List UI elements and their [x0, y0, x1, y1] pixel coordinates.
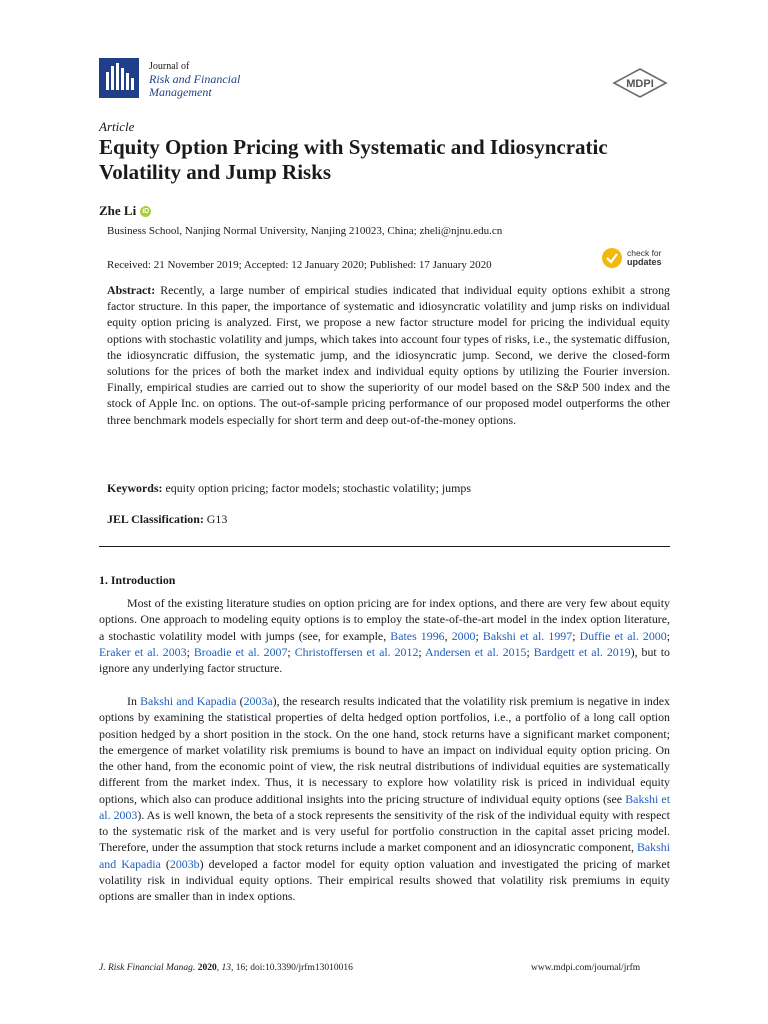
- citation-link[interactable]: Duffie et al. 2000: [579, 628, 667, 643]
- paragraph-2: [99, 693, 670, 904]
- para1-text-2: ), but to ignore any underlying factor structure.: [99, 644, 670, 675]
- para2-text-0: In: [127, 694, 141, 708]
- sep: ;: [287, 644, 295, 659]
- citation-link[interactable]: Christoffersen et al. 2012: [294, 644, 419, 659]
- sep: ;: [475, 628, 483, 643]
- sep: ;: [418, 644, 426, 659]
- keywords: [107, 481, 471, 496]
- footer-journal: J. Risk Financial Manag.: [99, 963, 196, 973]
- sep: (: [236, 694, 244, 708]
- mdpi-text: MDPI: [626, 78, 654, 90]
- keywords-label: Keywords:: [107, 481, 163, 495]
- citation-link[interactable]: Broadie et al. 2007: [193, 644, 288, 659]
- sep: (: [160, 856, 170, 871]
- divider: [99, 546, 670, 547]
- sep: ;: [666, 628, 670, 643]
- sep: ,: [444, 628, 452, 643]
- sep: ;: [526, 644, 534, 659]
- journal-name: [149, 60, 240, 99]
- citation-link[interactable]: Bakshi et al. 1997: [482, 628, 573, 643]
- article-type: Article: [99, 119, 135, 134]
- footer-year: 2020: [197, 963, 217, 973]
- para2-text-2: ). As is well known, the beta of a stock represents the sensitivity of the risk of the individual equity with respect to the systematic risk of the market and is very useful for portfolio construction in the capital asset pricing model. Therefore, under the assumption that stock returns include a market component and an idiosyncratic component,: [99, 807, 670, 855]
- citation-link[interactable]: 2003a: [243, 694, 273, 708]
- journal-name-line1: Risk and Financial: [149, 72, 241, 86]
- citation-link[interactable]: 2003b: [169, 856, 200, 871]
- abstract-text: Recently, a large number of empirical studies indicated that individual equity options exhibit a strong factor structure. In this paper, the importance of systematic and idiosyncratic volatility and jump risks on individual equity option pricing is analyzed. First, we propose a new factor structure model for pricing the individual equity options with stochastic volatility and jumps, which takes into account four types of risks, i.e., the systematic diffusion, the idiosyncratic diffusion, the systematic jump, and the idiosyncratic jump. Second, we derive the closed-form solutions for the prices of both the market index and individual equity options by utilizing the Fourier inversion. Finally, empirical studies are carried out to show the superiority of our model based on the S&P 500 index and the stock of Apple Inc. on options. The out-of-sample pricing performance of our proposed model outperforms the other three benchmark models especially for short term and deep out-of-the-money options.: [107, 283, 670, 427]
- mdpi-logo-icon: [612, 68, 668, 98]
- section-heading: 1. Introduction: [99, 573, 176, 587]
- author: [99, 203, 151, 219]
- citation-link[interactable]: 2000: [451, 628, 476, 643]
- para1-text-1: Most of the existing literature studies on option pricing are for index options, and there are very few about equity options. One approach to modeling equity options is to employ the state-of-the-art model in the index option literature, a stochastic volatility model with jumps (see, for example,: [99, 596, 670, 643]
- author-name: Zhe Li: [99, 203, 137, 218]
- check-updates-text: [627, 249, 662, 267]
- check-updates-badge[interactable]: [601, 247, 662, 269]
- publication-dates: Received: 21 November 2019; Accepted: 12 January 2020; Published: 17 January 2020: [107, 259, 492, 271]
- sep: ;: [572, 628, 580, 643]
- footer-citation: J. Risk Financial Manag. 2020, 13, 16; doi:10.3390/jrfm13010016: [99, 963, 353, 973]
- paragraph-1: [99, 595, 670, 676]
- journal-name-line2: Management: [149, 85, 212, 99]
- jel-classification: [107, 512, 227, 527]
- para2-text-3: ) developed a factor model for equity option valuation and investigated the pricing of market volatility risk in individual equity options. Their empirical results showed that volatility risk premiums in equity options are smaller than in index options.: [99, 856, 671, 903]
- check-updates-line2: updates: [627, 257, 662, 267]
- footer-volume: 13: [221, 963, 231, 973]
- abstract: [107, 282, 670, 428]
- affiliation: Business School, Nanjing Normal University, Nanjing 210023, China; zheli@njnu.edu.cn: [107, 225, 503, 237]
- citation-link[interactable]: Bakshi and Kapadia: [99, 840, 670, 871]
- journal-of: Journal of: [149, 61, 190, 72]
- sep: ;: [186, 644, 194, 659]
- citation-link[interactable]: Bakshi and Kapadia: [140, 694, 237, 708]
- footer-url[interactable]: www.mdpi.com/journal/jrfm: [531, 963, 641, 973]
- citation-link[interactable]: Eraker et al. 2003: [99, 644, 187, 659]
- check-updates-icon: [601, 247, 623, 269]
- jel-code: G13: [206, 512, 228, 526]
- check-updates-line1: check for: [627, 248, 662, 258]
- page-title: Equity Option Pricing with Systematic and Idiosyncratic Volatility and Jump Risks: [99, 135, 608, 184]
- citation-link[interactable]: Bates 1996: [390, 628, 445, 643]
- citation-link[interactable]: Andersen et al. 2015: [425, 644, 527, 659]
- citation-link[interactable]: Bakshi et al. 2003: [99, 791, 670, 822]
- abstract-label: Abstract:: [107, 283, 156, 297]
- para2-text-1: ), the research results indicated that the volatility risk premium is negative in index options by examining the statistical properties of delta hedged option portfolios, i.e., a portfolio of a long call option position hedged by a short position in the stock. On the one hand, stock returns have a significant market component; the emergence of market volatility risk premiums is bound to have an impact on individual equity option pricing. On the other hand, from the economic point of view, the risk neutral distributions of individual equities are systematically different from the market index. Thus, it is necessary to explore how volatility risk is priced in individual equity options, which also can produce additional insights into the pricing structure of individual equity options (see: [99, 694, 671, 806]
- citation-link[interactable]: Bardgett et al. 2019: [533, 644, 631, 659]
- journal-logo-icon: [99, 58, 139, 98]
- footer-doi: , 16; doi:10.3390/jrfm13010016: [230, 963, 353, 973]
- orcid-icon[interactable]: iD: [142, 207, 150, 215]
- keywords-text: equity option pricing; factor models; stochastic volatility; jumps: [165, 481, 471, 495]
- jel-label: JEL Classification:: [107, 512, 204, 526]
